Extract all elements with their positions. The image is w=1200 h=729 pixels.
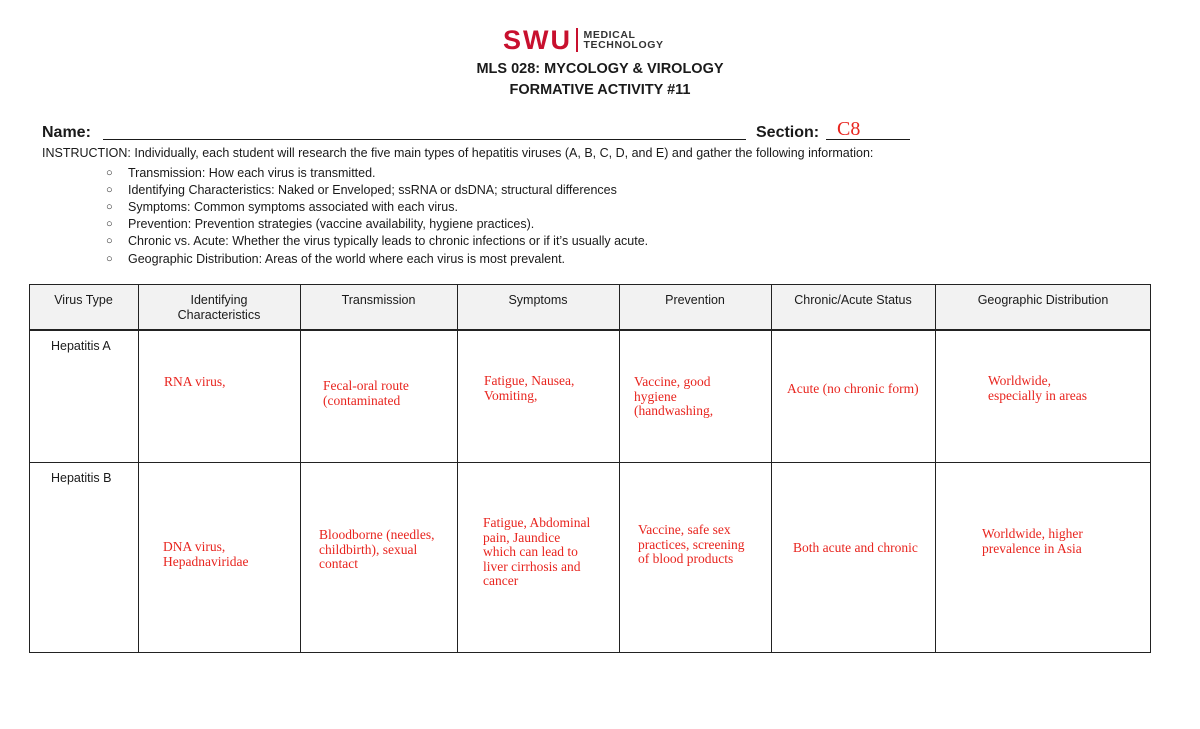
- header-virus-type: Virus Type: [54, 293, 113, 307]
- cell-geography: Worldwide, especially in areas: [988, 373, 1087, 403]
- cell-prevention: Vaccine, safe sex practices, screening of blood products: [638, 522, 745, 566]
- table-border: [29, 329, 1151, 331]
- bullet-text: Prevention: Prevention strategies (vaccine availability, hygiene practices).: [128, 217, 535, 232]
- instruction-text: INSTRUCTION: Individually, each student will research the five main types of hepatitis viruses (A, B, C, D, and E) and gather the following information:: [42, 146, 874, 160]
- table-border: [935, 284, 936, 653]
- logo-subtitle: [584, 30, 664, 50]
- instruction-bullet-list: [106, 164, 648, 267]
- section-value: C8: [837, 118, 861, 140]
- table-border: [300, 284, 301, 653]
- bullet-text: Transmission: How each virus is transmitted.: [128, 165, 376, 180]
- swu-logo: [503, 27, 664, 53]
- table-border: [29, 284, 1151, 285]
- table-border: [29, 652, 1151, 653]
- hepatitis-table: [29, 284, 1151, 653]
- bullet-icon: ○: [106, 252, 113, 265]
- section-label: Section:: [756, 124, 820, 141]
- cell-transmission: Fecal-oral route (contaminated: [323, 378, 409, 408]
- bullet-item: [106, 233, 648, 250]
- bullet-icon: ○: [106, 218, 113, 231]
- header-chronic-acute-status: Chronic/Acute Status: [794, 293, 912, 307]
- bullet-icon: ○: [106, 235, 113, 248]
- logo-line2: TECHNOLOGY: [583, 39, 664, 51]
- logo-line1: MEDICAL: [583, 29, 636, 41]
- bullet-item: [106, 198, 648, 215]
- header-symptoms: Symptoms: [508, 293, 568, 307]
- activity-title: FORMATIVE ACTIVITY #11: [509, 82, 691, 98]
- cell-status: Acute (no chronic form): [787, 381, 919, 396]
- cell-identifying: DNA virus, Hepadnaviridae: [163, 539, 249, 569]
- bullet-icon: ○: [106, 183, 113, 196]
- bullet-item: [106, 164, 648, 181]
- header-geographic-distribution: Geographic Distribution: [977, 293, 1109, 307]
- header-identifying-characteristics: Identifying Characteristics: [177, 293, 261, 322]
- table-border: [619, 284, 620, 653]
- logo-mark: SWU: [503, 25, 572, 55]
- bullet-text: Geographic Distribution: Areas of the world where each virus is most prevalent.: [128, 251, 566, 266]
- table-border: [771, 284, 772, 653]
- bullet-icon: ○: [106, 200, 113, 213]
- bullet-text: Chronic vs. Acute: Whether the virus typically leads to chronic infections or if it’s usually acute.: [128, 234, 649, 249]
- bullet-item: [106, 216, 648, 233]
- cell-transmission: Bloodborne (needles, childbirth), sexual contact: [319, 527, 435, 571]
- cell-status: Both acute and chronic: [793, 540, 918, 555]
- row-label-hepatitis-b: Hepatitis B: [51, 471, 112, 485]
- cell-symptoms: Fatigue, Abdominal pain, Jaundice which can lead to liver cirrhosis and cancer: [483, 515, 591, 588]
- bullet-text: Identifying Characteristics: Naked or Enveloped; ssRNA or dsDNA; structural differences: [128, 182, 617, 197]
- logo-divider: [576, 28, 578, 52]
- bullet-text: Symptoms: Common symptoms associated with each virus.: [128, 199, 458, 214]
- header-transmission: Transmission: [341, 293, 416, 307]
- table-border: [138, 284, 139, 653]
- table-border: [29, 462, 1151, 463]
- bullet-item: [106, 181, 648, 198]
- header-prevention: Prevention: [665, 293, 725, 307]
- course-title: MLS 028: MYCOLOGY & VIROLOGY: [476, 61, 724, 77]
- table-border: [29, 284, 30, 653]
- name-label: Name:: [42, 124, 91, 141]
- cell-symptoms: Fatigue, Nausea, Vomiting,: [484, 373, 575, 403]
- name-field[interactable]: [103, 139, 746, 140]
- cell-geography: Worldwide, higher prevalence in Asia: [982, 526, 1083, 556]
- bullet-icon: ○: [106, 166, 113, 179]
- cell-identifying: RNA virus,: [164, 374, 226, 389]
- table-border: [1150, 284, 1151, 653]
- cell-prevention: Vaccine, good hygiene (handwashing,: [634, 374, 714, 418]
- table-border: [457, 284, 458, 653]
- bullet-item: [106, 250, 648, 267]
- row-label-hepatitis-a: Hepatitis A: [51, 339, 111, 353]
